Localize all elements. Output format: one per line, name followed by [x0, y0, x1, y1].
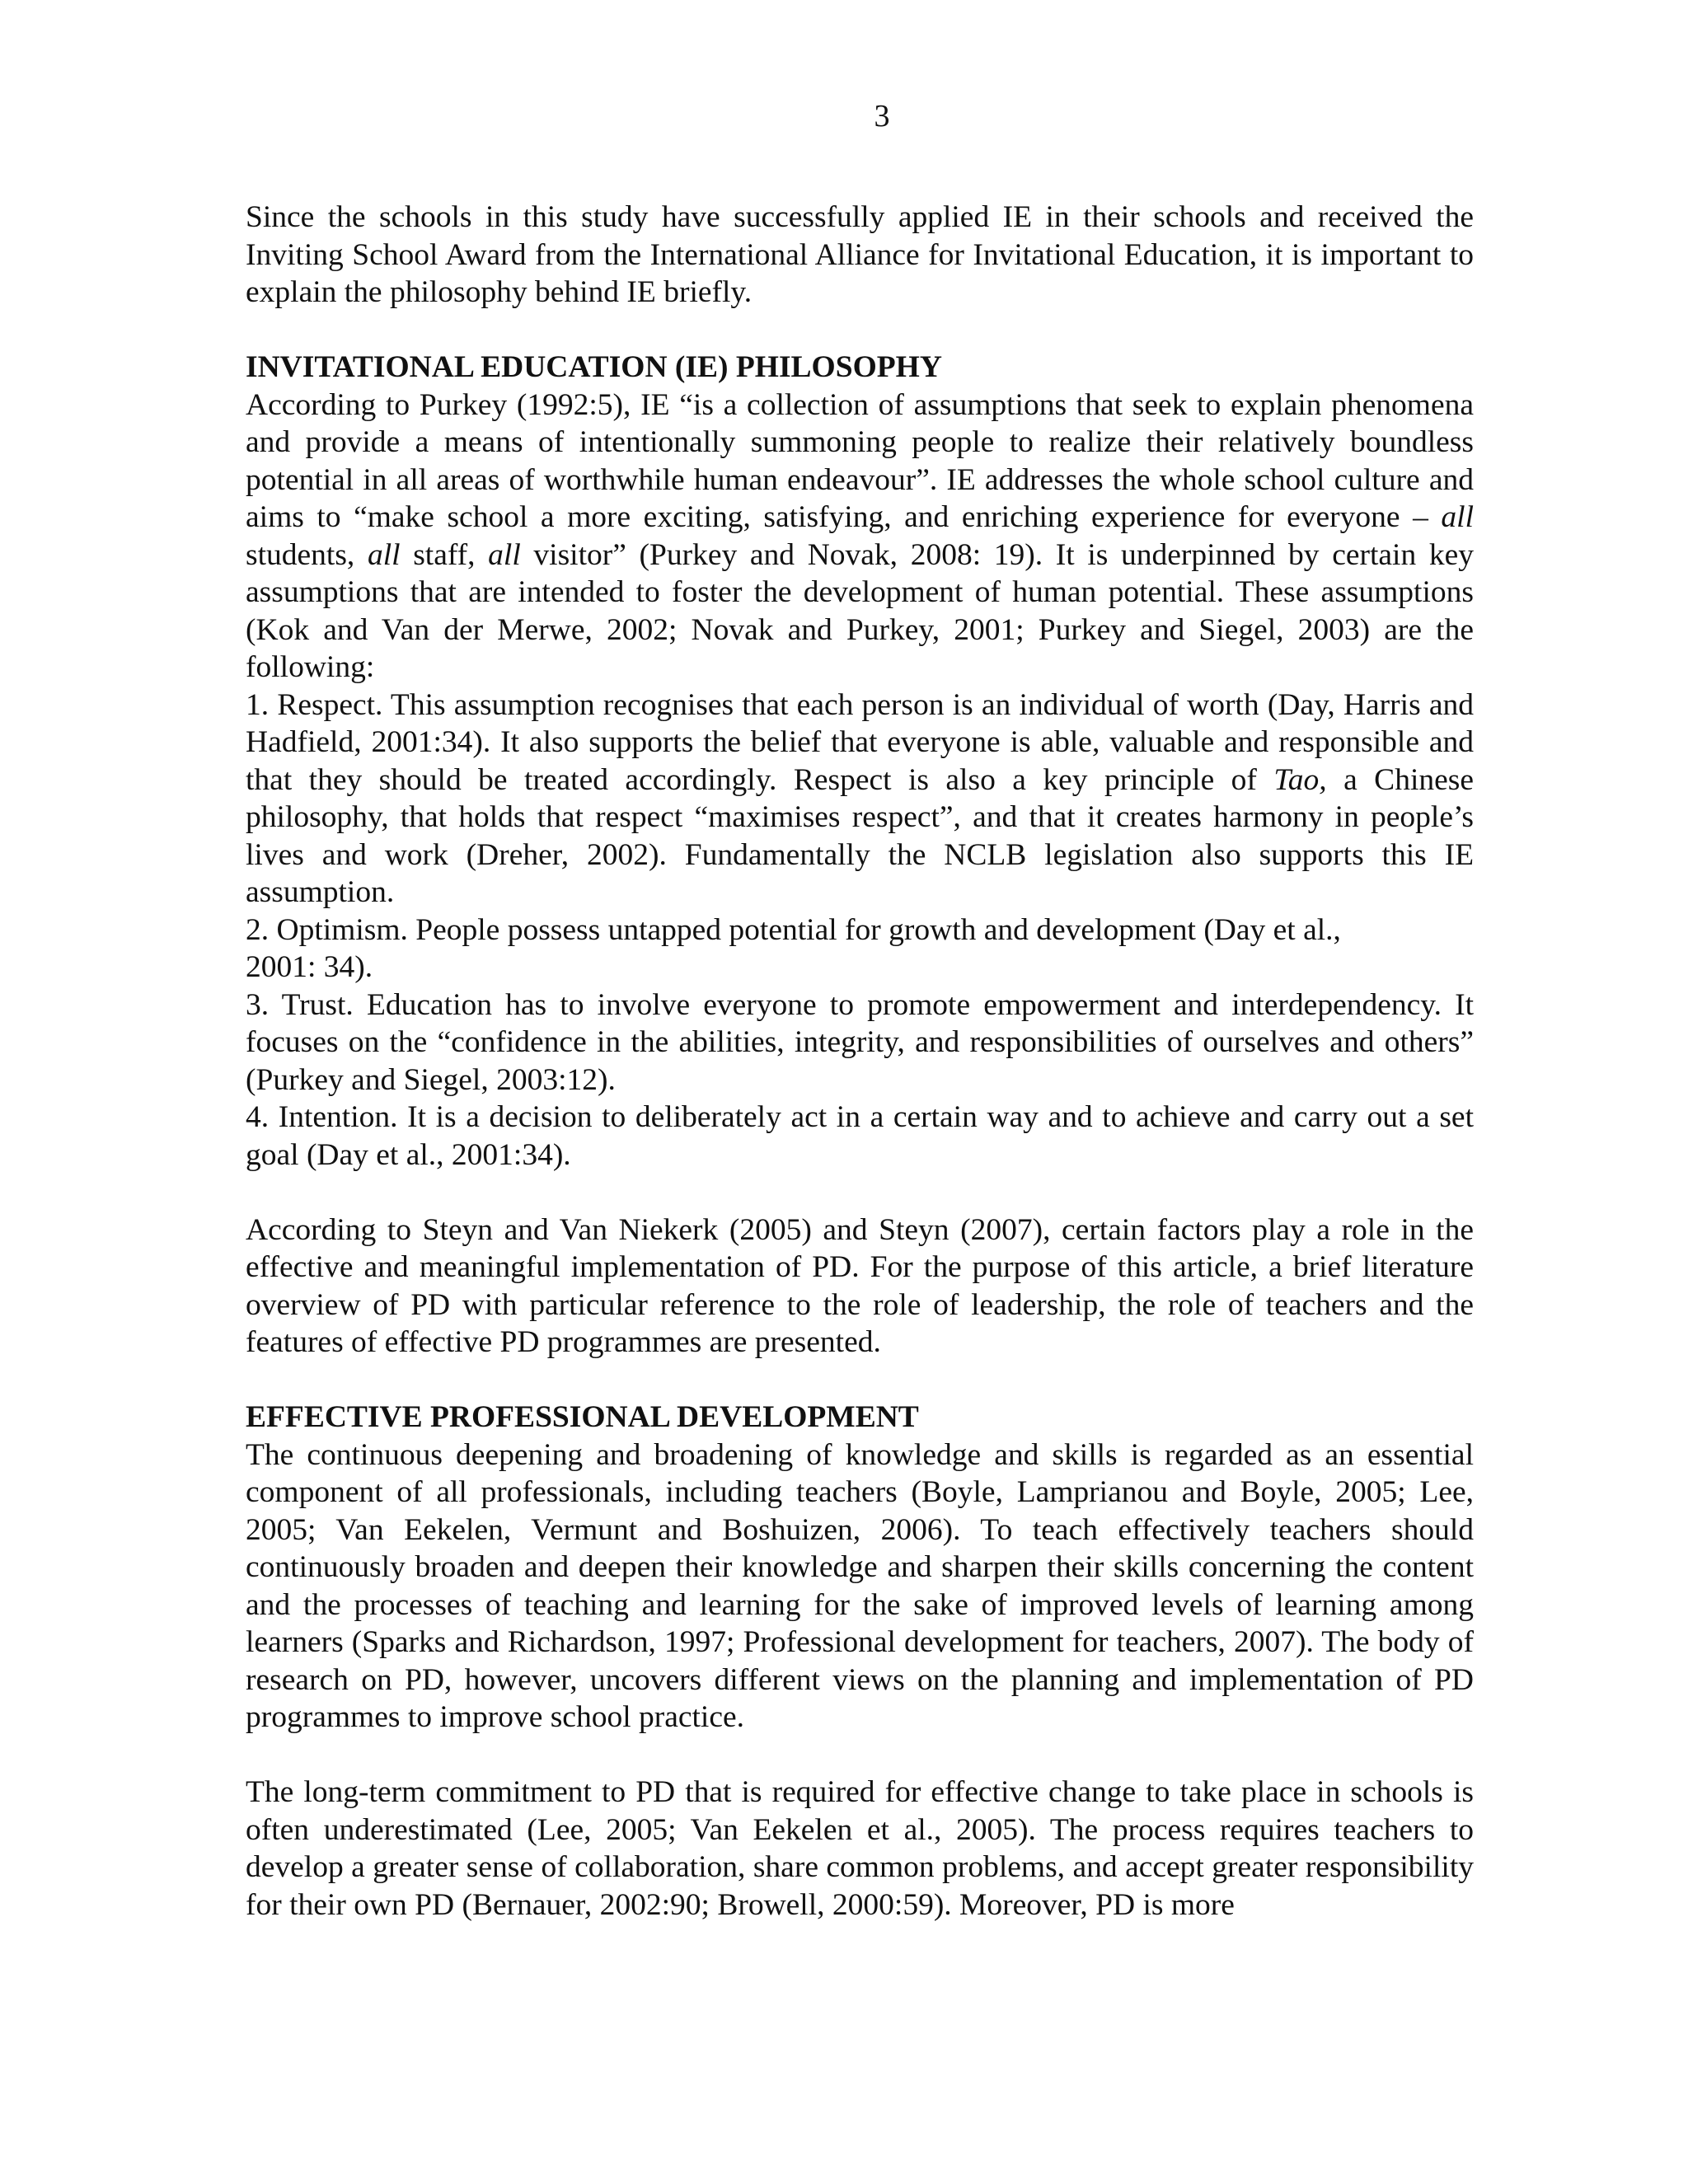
- paragraph-gap: [246, 1361, 1474, 1399]
- ie-paragraph-emphasis-all-3: all: [488, 537, 521, 572]
- ie-paragraph-emphasis-all-1: all: [1441, 500, 1474, 534]
- respect-text-b: a Chinese philosophy, that holds that respect “maximises respect”, and that it creates harmony in people’s lives and work (Dreher, 2002). Fundamentally the NCLB legislation also supports this IE assumption.: [246, 762, 1474, 909]
- assumption-optimism: [246, 912, 1474, 987]
- assumption-respect: [246, 687, 1474, 912]
- effective-pd-paragraph-2: The long-term commitment to PD that is required for effective change to take place in schools is often underestimated (Lee, 2005; Van Eekelen et al., 2005). The process requires teachers to develop a greater sense of collaboration, share common problems, and accept greater responsibility for their own PD (Bernauer, 2002:90; Browell, 2000:59). Moreover, PD is more: [246, 1775, 1474, 1922]
- ie-paragraph-text-d: visitor” (Purkey and Novak, 2008: 19). It is underpinned by certain key assumptions that are intended to foster the development of human potential. These assumptions (Kok and Van der Merwe, 2002; Novak and Purkey, 2001; Purkey and Siegel, 2003) are the following:: [246, 537, 1475, 684]
- ie-paragraph-text-a: According to Purkey (1992:5), IE “is a collection of assumptions that seek to explain phenomena and provide a means of intentionally summoning people to realize their relatively boundless potential in all areas of worthwhile human endeavour”. IE addresses the whole school culture and aims to “make school a more exciting, satisfying, and enriching experience for everyone –: [246, 387, 1474, 534]
- assumption-trust: 3. Trust. Education has to involve everyone to promote empowerment and interdependency. It focuses on the “confidence in the abilities, integrity, and responsibilities of ourselves and others” (Purkey and Siegel, 2003:12).: [246, 987, 1474, 1097]
- ie-paragraph-emphasis-all-2: all: [367, 537, 401, 572]
- ie-philosophy-heading: INVITATIONAL EDUCATION (IE) PHILOSOPHY: [246, 350, 942, 384]
- respect-emphasis-tao: Tao,: [1273, 762, 1327, 797]
- intro-paragraph: Since the schools in this study have successfully applied IE in their schools and received the Inviting School Award from the International Alliance for Invitational Education, it is important to explain the philosophy behind IE briefly.: [246, 200, 1474, 309]
- page-number: 3: [874, 99, 890, 134]
- transition-paragraph: According to Steyn and Van Niekerk (2005) and Steyn (2007), certain factors play a role in the effective and meaningful implementation of PD. For the purpose of this article, a brief literature overview of PD with particular reference to the role of leadership, the role of teachers and the features of effective PD programmes are presented.: [246, 1212, 1474, 1359]
- paragraph-gap: [246, 1174, 1474, 1212]
- optimism-line-1: 2. Optimism. People possess untapped potential for growth and development (Day et al.,: [246, 912, 1341, 947]
- effective-pd-paragraph-1: The continuous deepening and broadening of knowledge and skills is regarded as an essential component of all professionals, including teachers (Boyle, Lamprianou and Boyle, 2005; Lee, 2005; Van Eekelen, Vermunt and Boshuizen, 2006). To teach effectively teachers should continuously broaden and deepen their knowledge and sharpen their skills concerning the content and the processes of teaching and learning for the sake of improved levels of learning among learners (Sparks and Richardson, 1997; Professional development for teachers, 2007). The body of research on PD, however, uncovers different views on the planning and implementation of PD programmes to improve school practice.: [246, 1437, 1474, 1734]
- ie-philosophy-paragraph: [246, 387, 1474, 687]
- paragraph-gap: [246, 312, 1474, 349]
- page-body: [246, 199, 1474, 1924]
- assumption-intention: 4. Intention. It is a decision to deliberately act in a certain way and to achieve and carry out a set goal (Day et al., 2001:34).: [246, 1100, 1474, 1172]
- optimism-line-2: 2001: 34).: [246, 950, 373, 984]
- ie-paragraph-text-c: staff,: [400, 537, 489, 572]
- respect-text-a: 1. Respect. This assumption recognises that each person is an individual of worth (Day, Harris and Hadfield, 2001:34). It also supports the belief that everyone is able, valuable and responsible and that they should be treated accordingly. Respect is also a key principle of: [246, 687, 1474, 797]
- paragraph-gap: [246, 1736, 1474, 1774]
- ie-paragraph-text-b: students,: [246, 537, 368, 572]
- effective-pd-heading: EFFECTIVE PROFESSIONAL DEVELOPMENT: [246, 1400, 919, 1434]
